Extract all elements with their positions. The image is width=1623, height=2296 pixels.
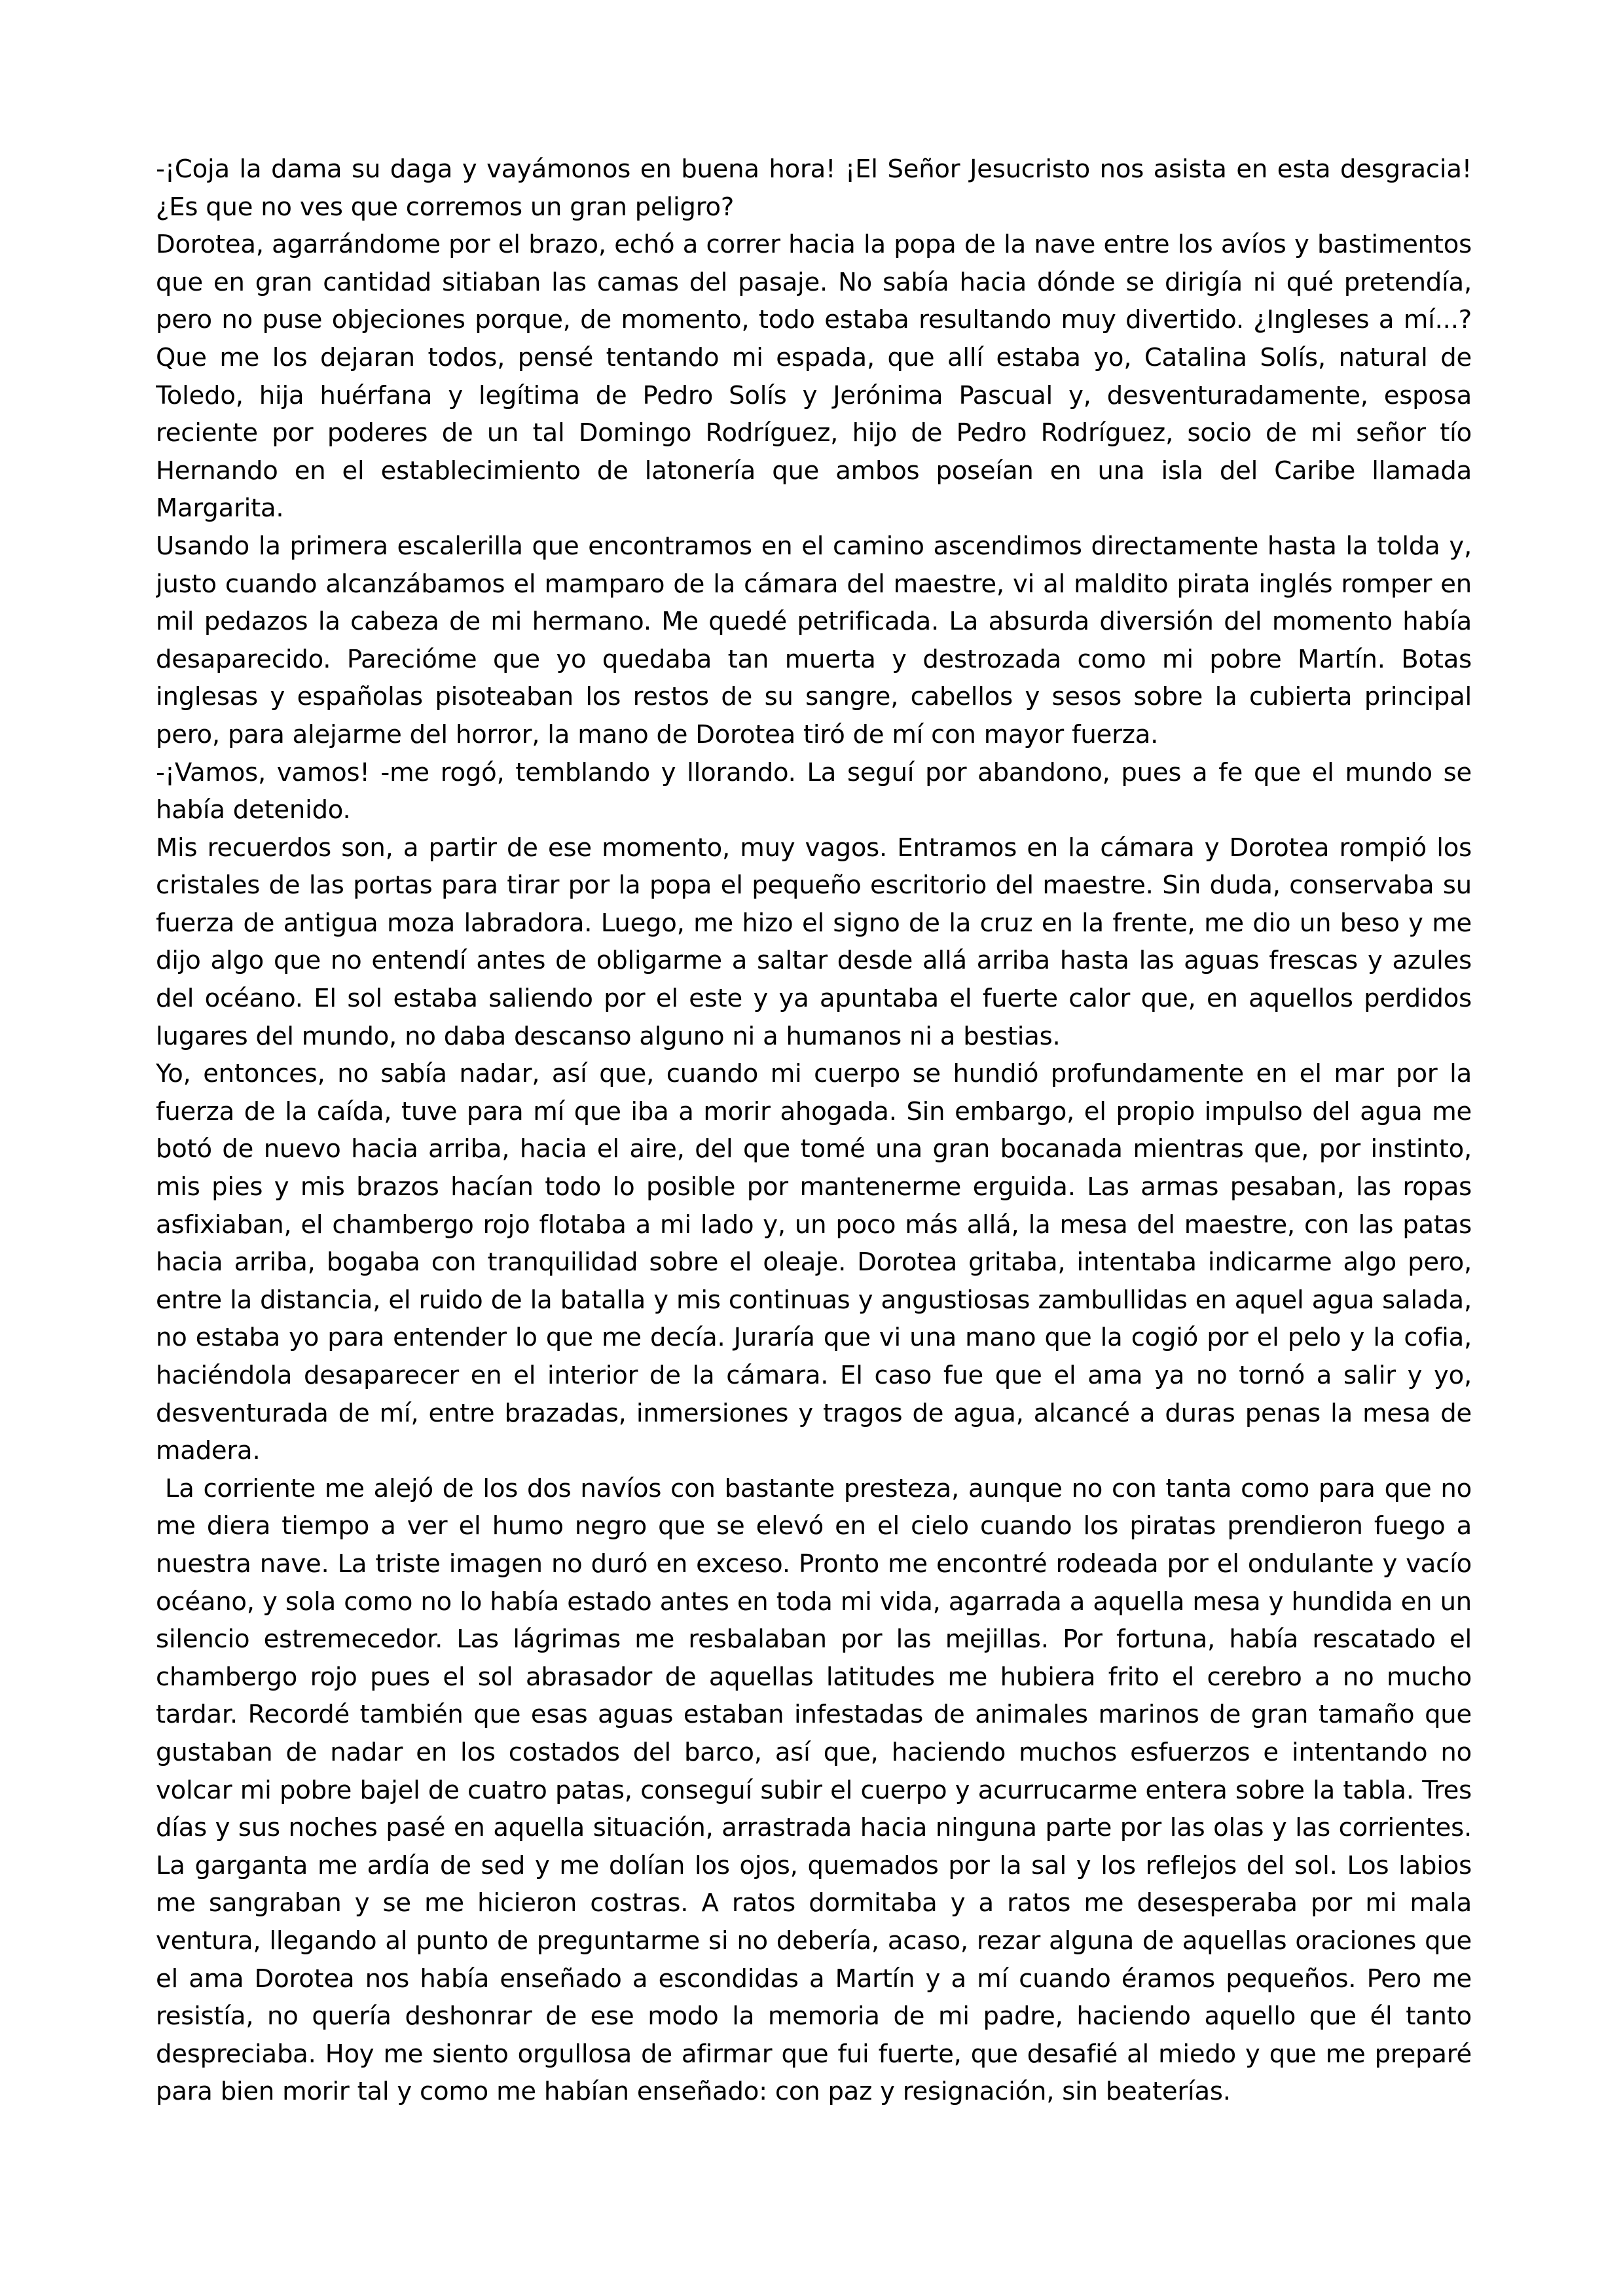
paragraph-6: Yo, entonces, no sabía nadar, así que, cuando mi cuerpo se hundió profundamente en el mar por la fuerza de la caída, tuve para mí que iba a morir ahogada. Sin embargo, el propio impulso del agua me botó de nuevo hacia arriba, hacia el aire, del que tomé una gran bocanada mientras que, por instinto, mis pies y mis brazos hacían todo lo posible por mantenerme erguida. Las armas pesaban, las ropas asfixiaban, el chambergo rojo flotaba a mi lado y, un poco más allá, la mesa del maestre, con las patas hacia arriba, bogaba con tranquilidad sobre el oleaje. Dorotea gritaba, intentaba indicarme algo pero, entre la distancia, el ruido de la batalla y mis continuas y angustiosas zambullidas en aquel agua salada, no estaba yo para entender lo que me decía. Juraría que vi una mano que la cogió por el pelo y la cofia, haciéndola desaparecer en el interior de la cámara. El caso fue que el ama ya no tornó a salir y yo, desventurada de mí, entre brazadas, inmersiones y tragos de agua, alcancé a duras penas la mesa de madera. bbox=[156, 1059, 1472, 1466]
paragraph-2: Dorotea, agarrándome por el brazo, echó a correr hacia la popa de la nave entre los avíos y bastimentos que en gran cantidad sitiaban las camas del pasaje. No sabía hacia dónde se dirigía ni qué pretendía, pero no puse objeciones porque, de momento, todo estaba resultando muy divertido. ¿Ingleses a mí...? Que me los dejaran todos, pensé tentando mi espada, que allí estaba yo, Catalina Solís, natural de Toledo, hija huérfana y legítima de Pedro Solís y Jerónima Pascual y, desventuradamente, esposa reciente por poderes de un tal Domingo Rodríguez, hijo de Pedro Rodríguez, socio de mi señor tío Hernando en el establecimiento de latonería que ambos poseían en una isla del Caribe llamada Margarita. bbox=[156, 230, 1472, 524]
paragraph-3: Usando la primera escalerilla que encontramos en el camino ascendimos directamente hasta la tolda y, justo cuando alcanzábamos el mamparo de la cámara del maestre, vi al maldito pirata inglés romper en mil pedazos la cabeza de mi hermano. Me quedé petrificada. La absurda diversión del momento había desaparecido. Parecióme que yo quedaba tan muerta y destrozada como mi pobre Martín. Botas inglesas y españolas pisoteaban los restos de su sangre, cabellos y sesos sobre la cubierta principal pero, para alejarme del horror, la mano de Dorotea tiró de mí con mayor fuerza. bbox=[156, 531, 1472, 749]
paragraph-1: -¡Coja la dama su daga y vayámonos en buena hora! ¡El Señor Jesucristo nos asista en esta desgracia! ¿Es que no ves que corremos un gran peligro? bbox=[156, 154, 1472, 222]
paragraph-4: -¡Vamos, vamos! -me rogó, temblando y llorando. La seguí por abandono, pues a fe que el mundo se había detenido. bbox=[156, 757, 1472, 825]
document-page bbox=[156, 151, 1472, 2212]
paragraph-5: Mis recuerdos son, a partir de ese momento, muy vagos. Entramos en la cámara y Dorotea rompió los cristales de las portas para tirar por la popa el pequeño escritorio del maestre. Sin duda, conservaba su fuerza de antigua moza labradora. Luego, me hizo el signo de la cruz en la frente, me dio un beso y me dijo algo que no entendí antes de obligarme a saltar desde allá arriba hasta las aguas frescas y azules del océano. El sol estaba saliendo por el este y ya apuntaba el fuerte calor que, en aquellos perdidos lugares del mundo, no daba descanso alguno ni a humanos ni a bestias. bbox=[156, 833, 1472, 1051]
paragraph-7: La corriente me alejó de los dos navíos con bastante presteza, aunque no con tanta como para que no me diera tiempo a ver el humo negro que se elevó en el cielo cuando los piratas prendieron fuego a nuestra nave. La triste imagen no duró en exceso. Pronto me encontré rodeada por el ondulante y vacío océano, y sola como no lo había estado antes en toda mi vida, agarrada a aquella mesa y hundida en un silencio estremecedor. Las lágrimas me resbalaban por las mejillas. Por fortuna, había rescatado el chambergo rojo pues el sol abrasador de aquellas latitudes me hubiera frito el cerebro a no mucho tardar. Recordé también que esas aguas estaban infestadas de animales marinos de gran tamaño que gustaban de nadar en los costados del barco, así que, haciendo muchos esfuerzos e intentando no volcar mi pobre bajel de cuatro patas, conseguí subir el cuerpo y acurrucarme entera sobre la tabla. Tres días y sus noches pasé en aquella situación, arrastrada hacia ninguna parte por las olas y las corrientes. La garganta me ardía de sed y me dolían los ojos, quemados por la sal y los reflejos del sol. Los labios me sangraban y se me hicieron costras. A ratos dormitaba y a ratos me desesperaba por mi mala ventura, llegando al punto de preguntarme si no debería, acaso, rezar alguna de aquellas oraciones que el ama Dorotea nos había enseñado a escondidas a Martín y a mí cuando éramos pequeños. Pero me resistía, no quería deshonrar de ese modo la memoria de mi padre, haciendo aquello que él tanto despreciaba. Hoy me siento orgullosa de afirmar que fui fuerte, que desafié al miedo y que me preparé para bien morir tal y como me habían enseñado: con paz y resignación, sin beaterías. bbox=[156, 1473, 1472, 2107]
